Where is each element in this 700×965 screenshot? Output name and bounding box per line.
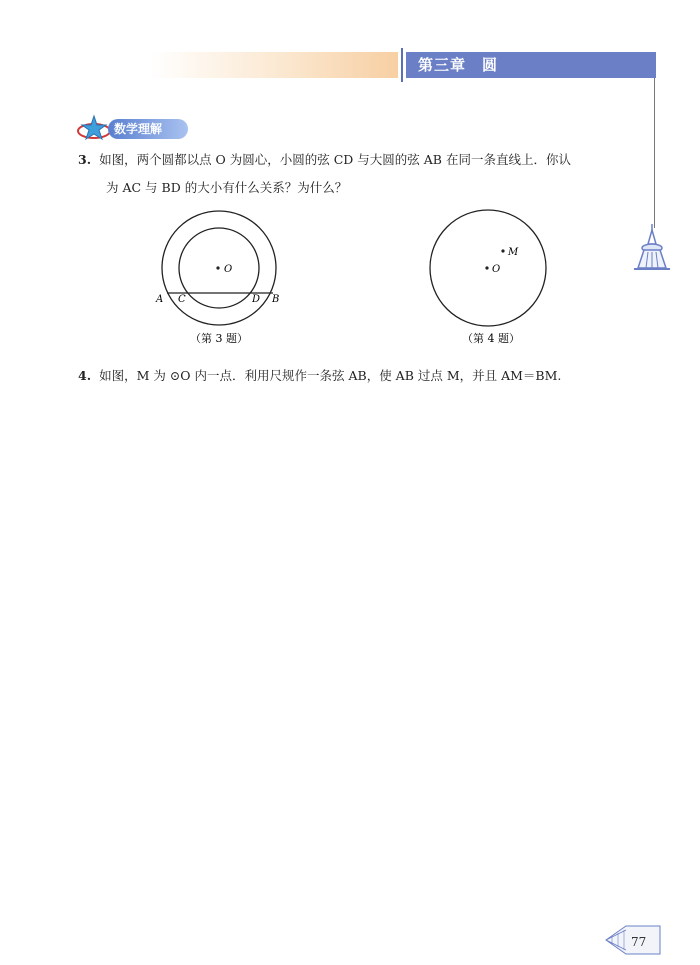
figure-3-caption: （第 3 题） <box>190 332 248 345</box>
label-m: M <box>508 247 519 258</box>
center-point-o <box>485 266 488 269</box>
problem-4-number: 4. <box>78 368 92 383</box>
header-separator <box>401 48 403 82</box>
problem-3 <box>78 146 638 202</box>
problem-3-text-2: 为 AC 与 BD 的大小有什么关系？为什么？ <box>106 180 348 195</box>
problem-3-number: 3. <box>78 152 92 167</box>
side-rule <box>654 78 655 228</box>
header-gradient-band <box>150 52 398 78</box>
problem-4 <box>78 362 638 390</box>
figure-3 <box>150 206 290 350</box>
problem-3-line-1 <box>78 152 571 167</box>
tower-icon <box>632 222 672 274</box>
figure-4 <box>420 206 560 350</box>
label-a: A <box>156 294 164 305</box>
label-o: O <box>224 264 233 275</box>
page-number: 77 <box>631 935 647 949</box>
figure-4-caption: （第 4 题） <box>462 332 520 345</box>
problem-4-text-1: 如图，M 为 ⊙O 内一点．利用尺规作一条弦 AB，使 AB 过点 M，并且 AM＝BM. <box>99 368 562 383</box>
label-o: O <box>492 264 501 275</box>
center-point-o <box>216 266 219 269</box>
problem-3-text-1: 如图，两个圆都以点 O 为圆心，小圆的弦 CD 与大圆的弦 AB 在同一条直线上．你认 <box>99 152 571 167</box>
section-label: 数学理解 <box>108 119 188 139</box>
chapter-title: 第三章 圆 <box>406 52 656 78</box>
label-c: C <box>178 294 186 305</box>
label-d: D <box>252 294 261 305</box>
label-b: B <box>272 294 280 305</box>
point-m <box>501 249 504 252</box>
